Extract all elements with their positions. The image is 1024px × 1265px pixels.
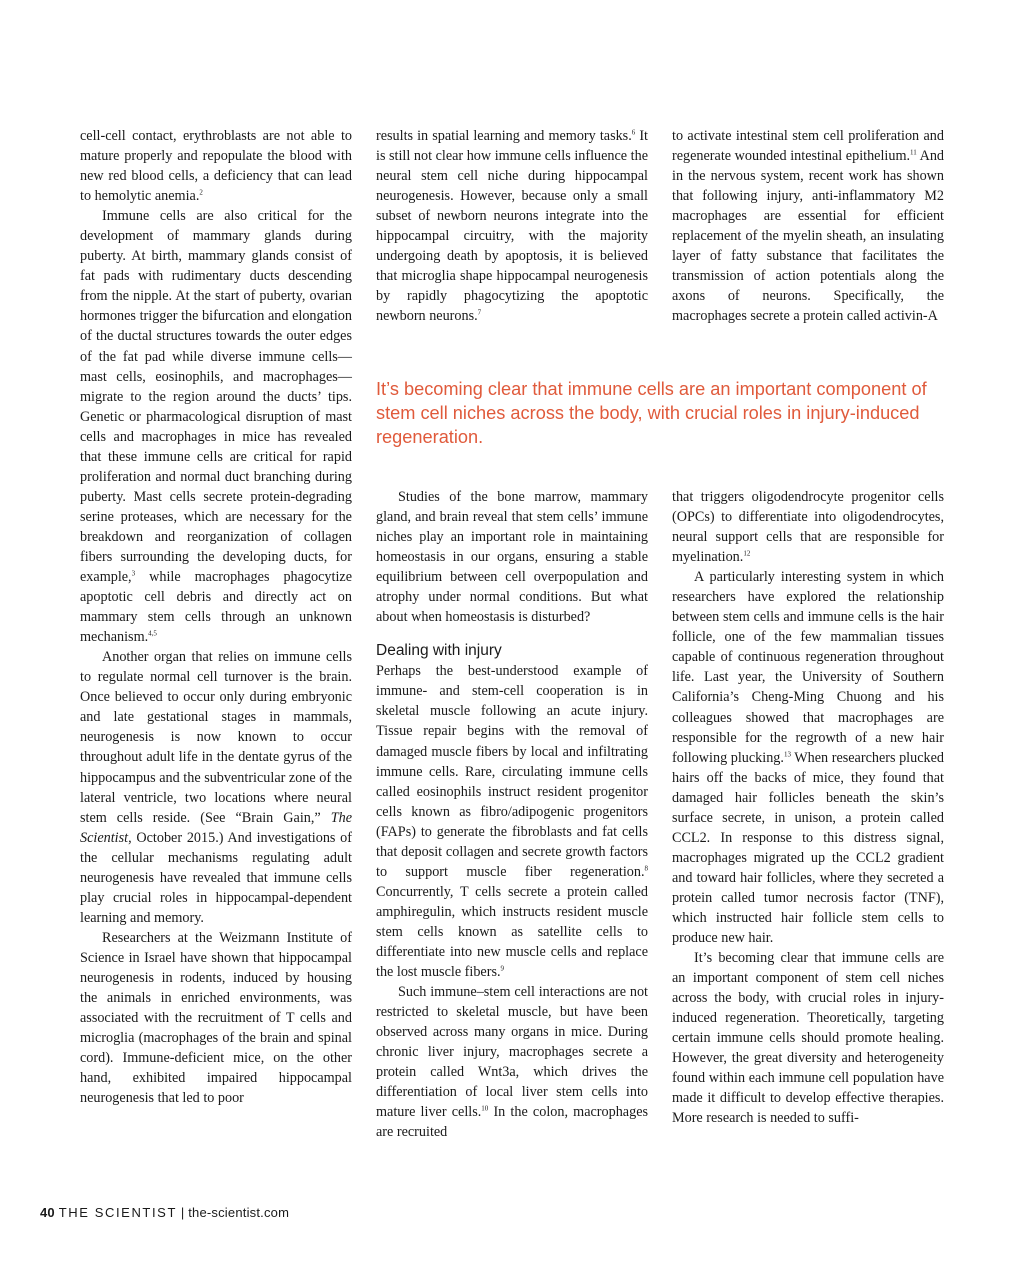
pull-quote: It’s becoming clear that immune cells are an important component of stem cell niches across the body, with crucial roles in injury-induced regeneration. bbox=[376, 379, 927, 447]
column-2-bottom bbox=[376, 487, 648, 1142]
paragraph: cell-cell contact, erythroblasts are not able to mature properly and repopulate the blood with new red blood cells, a deficiency that can lead to hemolytic anemia.$^2$ bbox=[80, 128, 352, 205]
paragraph: Immune cells are also critical for the development of mammary glands during puberty. At birth, mammary glands consist of fat pads with rudimentary ducts descending from the nipple. At the start of puberty, ovarian hormones trigger the bifurcation and elongation of the ductal structures towards the outer edges of the fat pad while diverse immune cells—mast cells, eosinophils, and macrophages—migrate to the region around the ducts’ tips. Genetic or pharmacological disruption of mast cells and macrophages in mice has revealed that these immune cells are critical for rapid proliferation and normal duct branching during puberty. Mast cells secrete protein-degrading serine proteases, which are necessary for the breakdown and reorganization of collagen fibers surrounding the developing ducts, for example,$^3$ while macrophages phagocytize apoptotic cell debris and directly act on mammary stem cells through an unknown mechanism.$^{4,5}$ bbox=[80, 208, 352, 646]
column-3-bottom bbox=[672, 487, 944, 1129]
column-2-top bbox=[376, 126, 648, 326]
paragraph: results in spatial learning and memory tasks.$^6$ It is still not clear how immune cells influence the neural stem cell niche during hippocampal neurogenesis. However, because only a small subset of newborn neurons integrate into the hippocampal circuitry, with the majority undergoing death by apoptosis, it is believed that microglia shape hippocampal neurogenesis by rapidly phagocytizing the apoptotic newborn neurons.$^7$ bbox=[376, 128, 648, 325]
paragraph: Perhaps the best-understood example of immune- and stem-cell cooperation is in skeletal muscle following an acute injury. Tissue repair begins with the removal of damaged muscle fibers by local and infiltrating immune cells. Rare, circulating immune cells called eosinophils instruct resident progenitor cells known as fibro/adipogenic progenitors (FAPs) to generate the fibroblasts and fat cells that deposit collagen and secrete growth factors to support muscle fiber regeneration.$^8$ Concurrently, T cells secrete a protein called amphiregulin, which instructs resident muscle stem cells known as satellite cells to differentiate into new muscle cells and replace the lost muscle fibers.$^9$ bbox=[376, 663, 648, 981]
paragraph: Such immune–stem cell interactions are not restricted to skeletal muscle, but have been observed across many organs in mice. During chronic liver injury, macrophages secrete a protein called Wnt3a, which drives the differentiation of local liver stem cells into mature liver cells.$^{10}$ In the colon, macrophages are recruited bbox=[376, 984, 649, 1141]
paragraph: It’s becoming clear that immune cells are an important component of stem cell niches across the body, with crucial roles in injury-induced regeneration. Theoretically, targeting certain immune cells should promote healing. However, the great diversity and heterogeneity found within each immune cell population have made it difficult to develop effective therapies. More research is needed to suffi- bbox=[672, 950, 944, 1127]
website-link[interactable]: the-scientist.com bbox=[188, 1205, 290, 1220]
page-number: 40 bbox=[40, 1205, 55, 1220]
paragraph: A particularly interesting system in which researchers have explored the relationship between stem cells and immune cells is the hair follicle, one of the few mammalian tissues capable of continuous regeneration throughout life. Last year, the University of Southern California’s Cheng-Ming Chuong and his colleagues showed that macrophages are responsible for the regrowth of a new hair following plucking.$^{13}$ When researchers plucked hairs off the backs of mice, they found that damaged hair follicles beneath the skin’s surface secrete, in unison, a protein called CCL2. In response to this distress signal, macrophages migrated up the CCL2 gradient and toward hair follicles, where they secreted a protein called tumor necrosis factor (TNF), which instructed hair follicle stem cells to produce new hair. bbox=[672, 569, 945, 947]
footer-separator: | bbox=[180, 1205, 185, 1220]
paragraph: to activate intestinal stem cell proliferation and regenerate wounded intestinal epithelium.$^{11}$ And in the nervous system, recent work has shown that following injury, anti-inflammatory M2 macrophages are essential for efficient replacement of the myelin sheath, an insulating layer of fatty substance that facilitates the transmission of action potentials along the axons of neurons. Specifically, the macrophages secrete a protein called activin-A bbox=[672, 128, 945, 325]
section-heading: Dealing with injury bbox=[376, 642, 502, 660]
column-3-top bbox=[672, 126, 944, 326]
page-footer bbox=[40, 1205, 289, 1220]
paragraph: Researchers at the Weizmann Institute of Science in Israel have shown that hippocampal neurogenesis in rodents, induced by housing the animals in enriched environments, was associated with the recruitment of T cells and microglia (macrophages of the brain and spinal cord). Immune-deficient mice, on the other hand, exhibited impaired hippocampal neurogenesis that led to poor bbox=[80, 929, 352, 1107]
magazine-name: THE SCIENTIST bbox=[58, 1205, 177, 1220]
column-1 bbox=[80, 126, 352, 1108]
paragraph: Another organ that relies on immune cells to regulate normal cell turnover is the brain. Once believed to occur only during embryonic and late gestational stages in mammals, neurogenesis is now known to occur throughout adult life in the dentate gyrus of the hippocampus and the subventricular zone of the lateral ventricle, two locations where neural stem cells reside. (See “Brain Gain,” The Scientist, October 2015.) And investigations of the cellular mechanisms regulating adult neurogenesis have revealed that immune cells play crucial roles in hippocampal-dependent learning and memory. bbox=[80, 649, 352, 926]
paragraph: Studies of the bone marrow, mammary gland, and brain reveal that stem cells’ immune niches play an important role in maintaining homeostasis in our organs, ensuring a stable equilibrium between cell overpopulation and atrophy under normal conditions. But what about when homeostasis is disturbed? bbox=[376, 489, 648, 626]
paragraph: that triggers oligodendrocyte progenitor cells (OPCs) to differentiate into oligodendrocytes, neural support cells that are responsible for myelination.$^{12}$ bbox=[672, 489, 944, 566]
